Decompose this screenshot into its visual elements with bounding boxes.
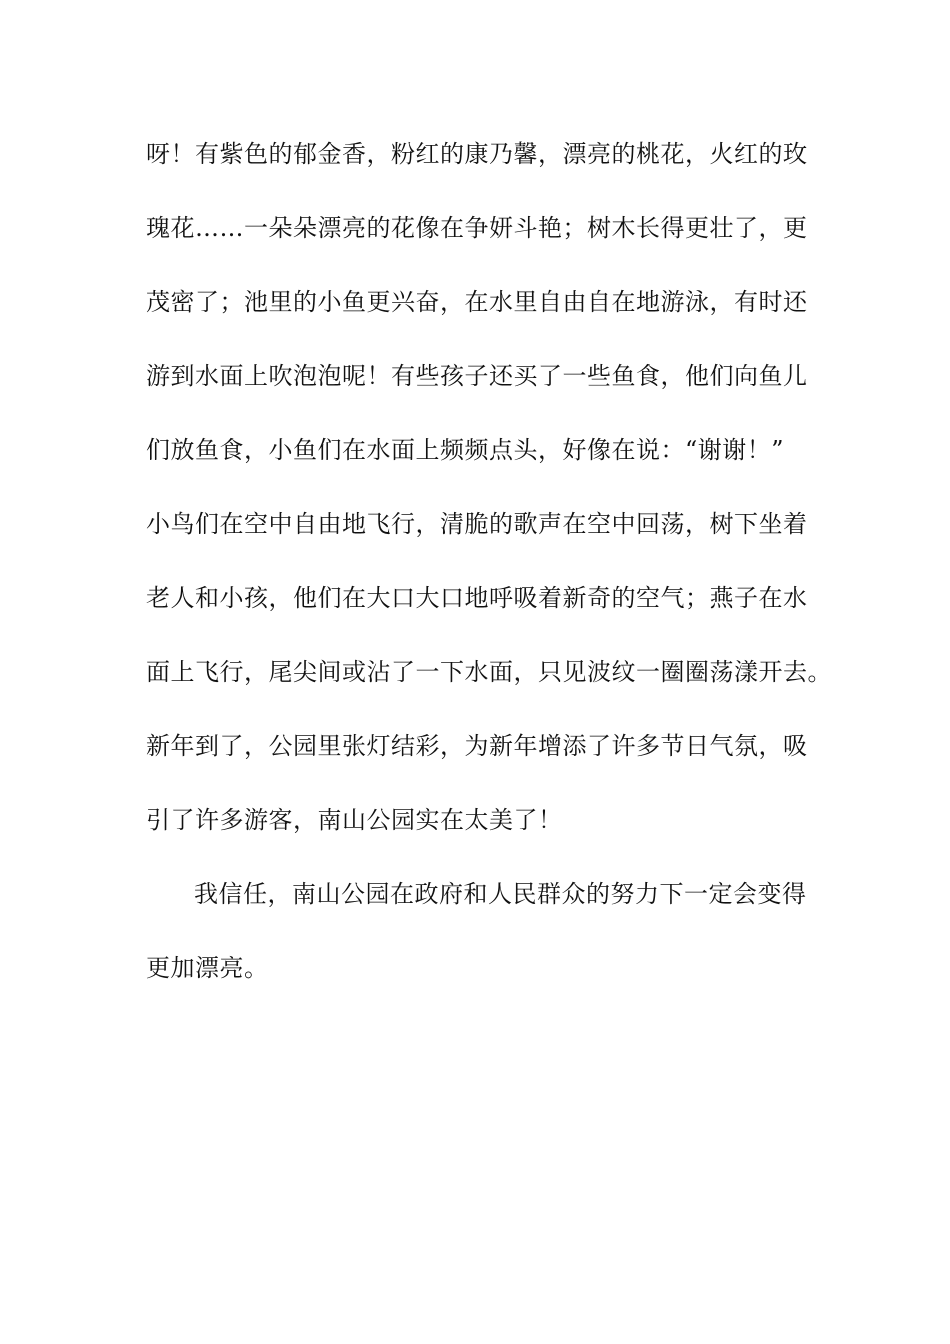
text-line-9: 新年到了，公园里张灯结彩，为新年增添了许多节日气氛，吸	[146, 732, 808, 760]
text-line-12: 更加漂亮。	[146, 954, 269, 982]
body-text	[146, 130, 836, 1018]
text-line-2: 瑰花……一朵朵漂亮的花像在争妍斗艳；树木长得更壮了，更	[146, 214, 808, 242]
text-line-1: 呀！有紫色的郁金香，粉红的康乃馨，漂亮的桃花，火红的玫	[146, 140, 808, 168]
text-line-3: 茂密了；池里的小鱼更兴奋，在水里自由自在地游泳，有时还	[146, 288, 808, 316]
text-line-4: 游到水面上吹泡泡呢！有些孩子还买了一些鱼食，他们向鱼儿	[146, 362, 808, 390]
text-line-5: 们放鱼食，小鱼们在水面上频频点头，好像在说：“谢谢！”	[146, 436, 785, 464]
text-line-8: 面上飞行，尾尖间或沾了一下水面，只见波纹一圈圈荡漾开去。	[146, 658, 832, 686]
text-line-10: 引了许多游客，南山公园实在太美了！	[146, 806, 563, 834]
text-line-6: 小鸟们在空中自由地飞行，清脆的歌声在空中回荡，树下坐着	[146, 510, 808, 538]
text-line-11: 我信任，南山公园在政府和人民群众的努力下一定会变得	[194, 880, 807, 908]
text-line-7: 老人和小孩，他们在大口大口地呼吸着新奇的空气；燕子在水	[146, 584, 808, 612]
